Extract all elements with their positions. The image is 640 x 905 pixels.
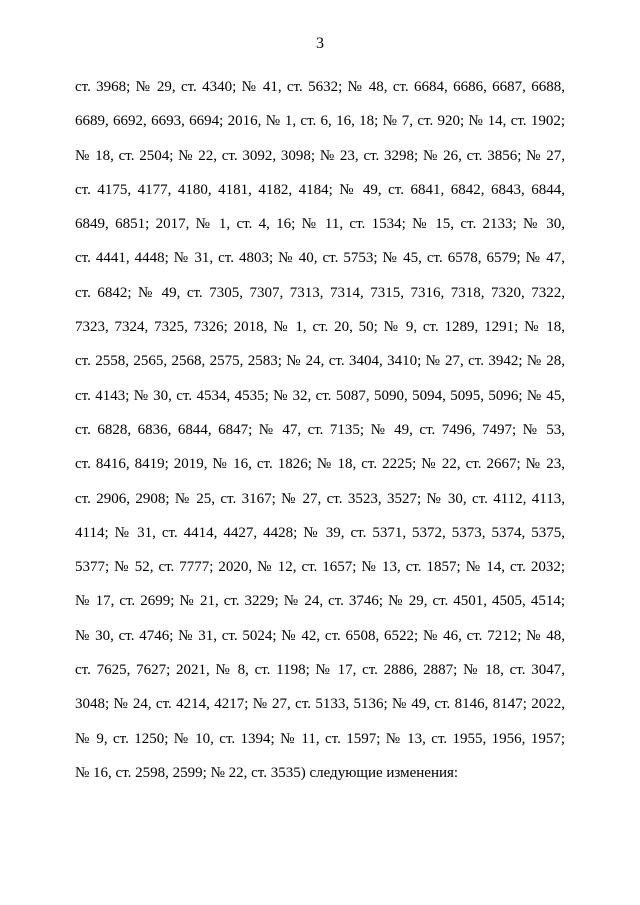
text-line: ст. 4175, 4177, 4180, 4181, 4182, 4184; № 49, ст. 6841, 6842, 6843, 6844, <box>75 181 565 198</box>
text-line: 4114; № 31, ст. 4414, 4427, 4428; № 39, ст. 5371, 5372, 5373, 5374, 5375, <box>75 524 565 541</box>
text-line: ст. 2906, 2908; № 25, ст. 3167; № 27, ст. 3523, 3527; № 30, ст. 4112, 4113, <box>75 490 565 507</box>
text-line-last: № 16, ст. 2598, 2599; № 22, ст. 3535) следующие изменения: <box>75 764 459 781</box>
page-number: 3 <box>316 35 324 52</box>
text-line: 7323, 7324, 7325, 7326; 2018, № 1, ст. 20, 50; № 9, ст. 1289, 1291; № 18, <box>75 319 565 336</box>
text-line: ст. 4441, 4448; № 31, ст. 4803; № 40, ст. 5753; № 45, ст. 6578, 6579; № 47, <box>75 250 565 267</box>
text-line: ст. 3968; № 29, ст. 4340; № 41, ст. 5632; № 48, ст. 6684, 6686, 6687, 6688, <box>75 79 565 95</box>
text-line: № 18, ст. 2504; № 22, ст. 3092, 3098; № 23, ст. 3298; № 26, ст. 3856; № 27, <box>75 147 565 164</box>
text-line: 6689, 6692, 6693, 6694; 2016, № 1, ст. 6, 16, 18; № 7, ст. 920; № 14, ст. 1902; <box>75 113 565 130</box>
text-line: ст. 4143; № 30, ст. 4534, 4535; № 32, ст. 5087, 5090, 5094, 5095, 5096; № 45, <box>75 387 565 404</box>
text-line: 5377; № 52, ст. 7777; 2020, № 12, ст. 1657; № 13, ст. 1857; № 14, ст. 2032; <box>75 559 565 576</box>
text-line: 6849, 6851; 2017, № 1, ст. 4, 16; № 11, ст. 1534; № 15, ст. 2133; № 30, <box>75 216 565 233</box>
text-line: ст. 7625, 7627; 2021, № 8, ст. 1198; № 17, ст. 2886, 2887; № 18, ст. 3047, <box>75 662 565 679</box>
text-line: ст. 6828, 6836, 6844, 6847; № 47, ст. 7135; № 49, ст. 7496, 7497; № 53, <box>75 421 565 438</box>
document-body <box>75 70 565 790</box>
text-line: № 17, ст. 2699; № 21, ст. 3229; № 24, ст. 3746; № 29, ст. 4501, 4505, 4514; <box>75 593 565 610</box>
text-line: № 9, ст. 1250; № 10, ст. 1394; № 11, ст. 1597; № 13, ст. 1955, 1956, 1957; <box>75 730 565 747</box>
text-line: ст. 8416, 8419; 2019, № 16, ст. 1826; № 18, ст. 2225; № 22, ст. 2667; № 23, <box>75 456 565 473</box>
text-line: № 30, ст. 4746; № 31, ст. 5024; № 42, ст. 6508, 6522; № 46, ст. 7212; № 48, <box>75 627 565 644</box>
text-line: ст. 2558, 2565, 2568, 2575, 2583; № 24, ст. 3404, 3410; № 27, ст. 3942; № 28, <box>75 353 565 370</box>
text-line: ст. 6842; № 49, ст. 7305, 7307, 7313, 7314, 7315, 7316, 7318, 7320, 7322, <box>75 284 565 301</box>
text-line: 3048; № 24, ст. 4214, 4217; № 27, ст. 5133, 5136; № 49, ст. 8146, 8147; 2022, <box>75 696 565 713</box>
